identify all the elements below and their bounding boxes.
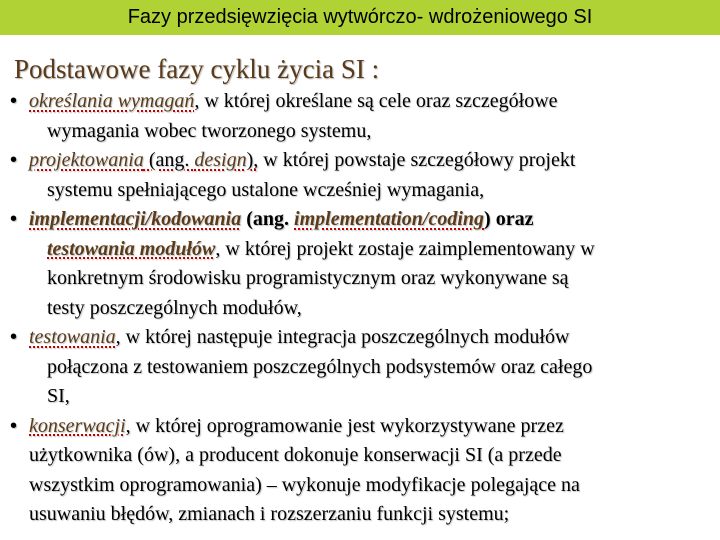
- item-line: [29, 235, 712, 265]
- list-item: [10, 323, 712, 412]
- item-text: (ang.: [241, 208, 295, 230]
- item-text: (ang.: [143, 149, 195, 171]
- phase-term: projektowania: [29, 149, 144, 171]
- item-text: wymagania wobec tworzonego systemu,: [47, 119, 372, 142]
- bullet-icon: •: [10, 208, 18, 230]
- phase-term: konserwacji: [29, 414, 126, 437]
- item-line: [29, 205, 712, 235]
- item-text: , w której oprogramowanie jest wykorzystywane przez: [125, 414, 564, 437]
- item-line: [29, 87, 712, 117]
- list-item: [10, 412, 712, 530]
- bullet-icon: •: [10, 90, 18, 112]
- phases-list: [10, 87, 712, 530]
- section-heading: Podstawowe fazy cyklu życia SI :: [14, 54, 380, 84]
- item-text: testy poszczególnych modułów,: [47, 296, 302, 319]
- english-term: design: [194, 149, 247, 171]
- phase-term: testowania: [29, 326, 116, 348]
- item-text: wszystkim oprogramowania) – wykonuje modyfikacje polegające na: [29, 473, 580, 496]
- item-text: ) oraz: [484, 208, 534, 230]
- item-text: usuwaniu błędów, zmianach i rozszerzaniu funkcji systemu;: [29, 503, 510, 525]
- item-text: ),: [246, 149, 259, 171]
- phase-term: określania wymagań: [29, 90, 195, 112]
- item-text: , w której następuje integracja poszczególnych modułów: [115, 326, 570, 348]
- list-item: [10, 87, 712, 146]
- bullet-icon: •: [10, 414, 18, 437]
- phase-term: testowania modułów: [47, 237, 216, 260]
- english-term: implementation/coding: [294, 208, 485, 230]
- item-text: systemu spełniającego ustalone wcześniej wymagania,: [47, 178, 485, 201]
- item-text: konkretnym środowisku programistycznym oraz wykonywane są: [47, 267, 569, 289]
- phase-term: implementacji/kodowania: [29, 208, 242, 230]
- item-text: , w której projekt zostaje zaimplementowany w: [215, 237, 595, 260]
- item-text: użytkownika (ów), a producent dokonuje konserwacji SI (a przede: [29, 444, 562, 466]
- bullet-icon: •: [10, 326, 18, 348]
- list-item: [10, 146, 712, 205]
- slide-title: Fazy przedsięwzięcia wytwórczo- wdrożeniowego SI: [127, 6, 593, 28]
- list-item: [10, 205, 712, 323]
- bullet-icon: •: [10, 149, 18, 171]
- item-line: [29, 323, 712, 353]
- slide-title-bar: [0, 0, 720, 35]
- item-text: połączona z testowaniem poszczególnych podsystemów oraz całego: [47, 355, 593, 378]
- item-line: [29, 412, 712, 442]
- item-text: , w której określane są cele oraz szczegółowe: [194, 90, 558, 112]
- item-text: w której powstaje szczegółowy projekt: [258, 149, 576, 171]
- item-line: [29, 146, 712, 176]
- item-text: SI,: [47, 385, 70, 407]
